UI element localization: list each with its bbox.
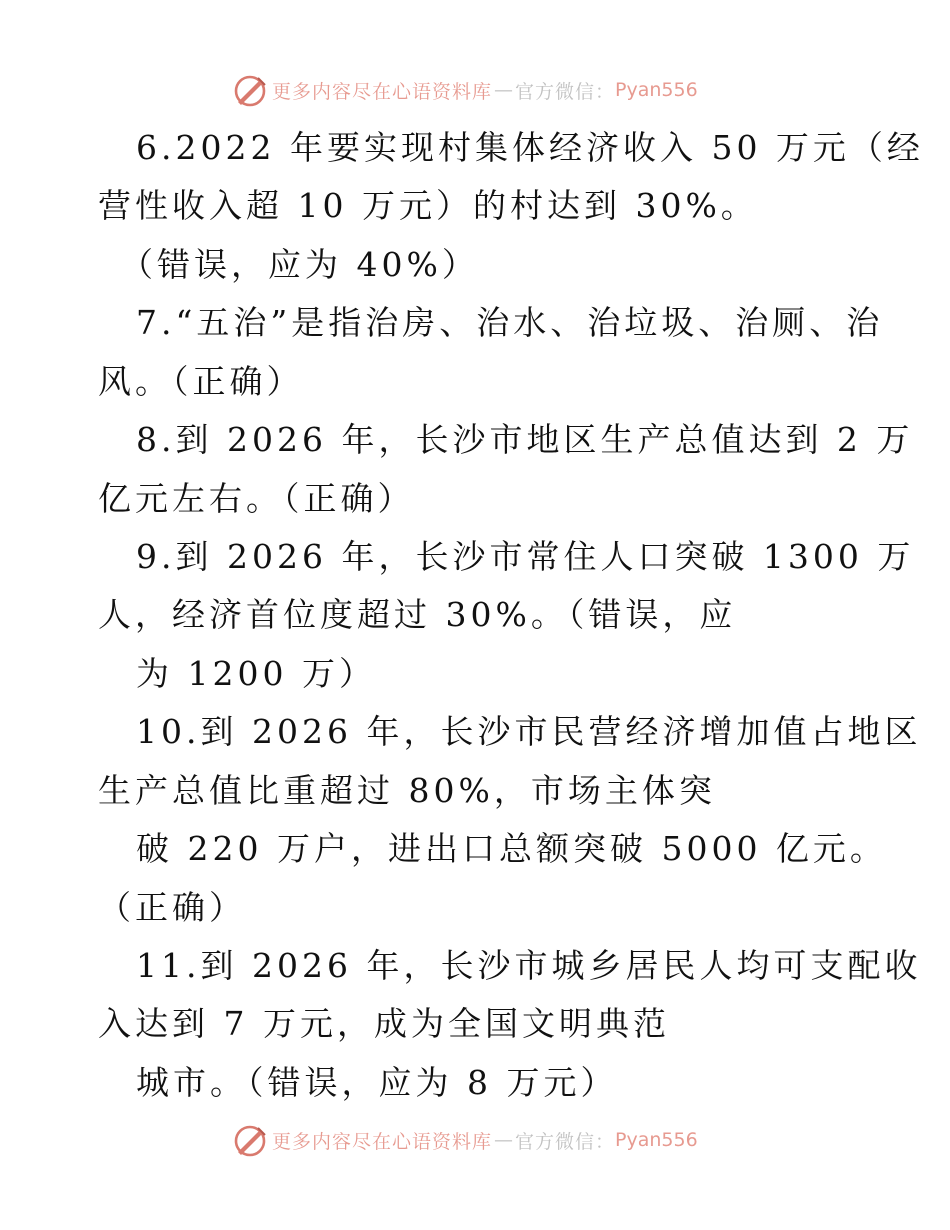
text-line: 亿元左右。（正确） <box>98 479 415 518</box>
text-line: （正确） <box>98 888 246 927</box>
banner-text: 更多内容尽在心语资料库 <box>272 80 493 103</box>
text-line: 营性收入超 10 万元）的村达到 30%。 <box>98 186 758 225</box>
footer-watermark <box>232 1120 732 1160</box>
header-watermark <box>232 70 732 110</box>
banner-official: 官方微信： <box>515 1130 616 1153</box>
text-line: 6.2022 年要实现村集体经济收入 50 万元（经 <box>136 128 924 167</box>
text-line: 8.到 2026 年，长沙市地区生产总值达到 2 万 <box>136 420 914 459</box>
banner-separator: — <box>494 79 514 101</box>
text-line: 城市。（错误，应为 8 万元） <box>136 1063 618 1102</box>
text-line: 生产总值比重超过 80%，市场主体突 <box>98 771 716 810</box>
text-line: 风。（正确） <box>98 362 304 401</box>
banner-official: 官方微信： <box>515 80 616 103</box>
pen-logo-icon <box>232 72 268 108</box>
pen-logo-icon <box>232 1122 268 1158</box>
text-line: 破 220 万户，进出口总额突破 5000 亿元。 <box>136 829 887 868</box>
text-line: 7.“五治”是指治房、治水、治垃圾、治厕、治 <box>136 303 884 342</box>
banner-text: 更多内容尽在心语资料库 <box>272 1130 493 1153</box>
text-line: 10.到 2026 年，长沙市民营经济增加值占地区 <box>136 712 922 751</box>
banner-separator: — <box>494 1129 514 1151</box>
text-line: 9.到 2026 年，长沙市常住人口突破 1300 万 <box>136 537 915 576</box>
text-line: 人，经济首位度超过 30%。（错误，应 <box>98 595 737 634</box>
text-line: 入达到 7 万元，成为全国文明典范 <box>98 1004 670 1043</box>
text-line: 为 1200 万） <box>136 654 376 693</box>
text-line: （错误，应为 40%） <box>120 245 479 284</box>
banner-wechat-id: Pyan556 <box>615 79 698 101</box>
text-line: 11.到 2026 年，长沙市城乡居民人均可支配收 <box>136 946 922 985</box>
banner-wechat-id: Pyan556 <box>615 1129 698 1151</box>
